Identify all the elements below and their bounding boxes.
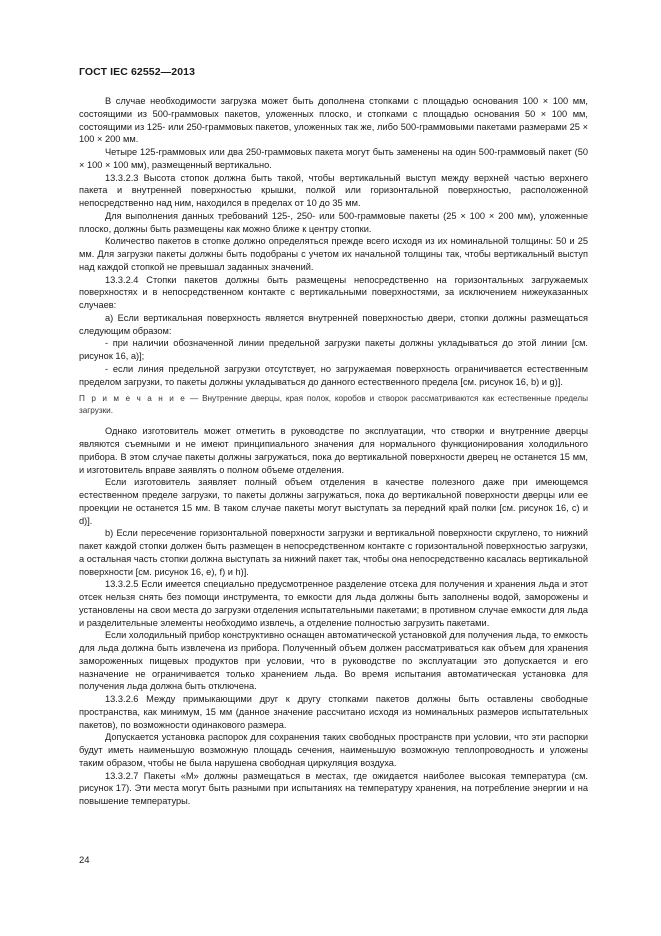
note-label: П р и м е ч а н и е (79, 394, 187, 404)
paragraph: Если холодильный прибор конструктивно оснащен автоматической установкой для получения льда, то емкость для льда должна быть извлечена из прибора. Полученный объем должен рассматриваться как объем для хранения замороженных пищевых продуктов при условии, что в руководстве по эксплуатации это допускается и его назначение не ограничивается только хранением льда. Во время испытания автоматическая установка для получения льда должна быть отключена. (79, 630, 588, 692)
paragraph: - если линия предельной загрузки отсутствует, но загружаемая поверхность ограничивается естественным пределом загрузки, то пакеты должны укладываться до данного естественного предела [см. рисунок 16, b) и g)]. (79, 363, 588, 387)
page-number: 24 (79, 855, 90, 866)
paragraph: 13.3.2.7 Пакеты «М» должны размещаться в местах, где ожидается наиболее высокая температура (см. рисунок 17). Эти места могут быть разными при испытаниях на температуру хранения, на потребление энергии и на повышение температуры. (79, 770, 588, 806)
document-body (79, 95, 588, 808)
document-header: ГОСТ IEC 62552—2013 (79, 66, 196, 78)
paragraph: 13.3.2.4 Стопки пакетов должны быть размещены непосредственно на горизонтальных загружаемых поверхностях и в непосредственном контакте с вертикальными поверхностями, за исключением нижеуказанных случаев: (79, 274, 588, 310)
paragraph: Количество пакетов в стопке должно определяться прежде всего исходя из их номинальной толщины: 50 и 25 мм. Для загрузки пакеты должны быть подобраны с учетом их начальной толщины так, чтобы вертикальный выступ над каждой стопкой не превышал заданных значений. (79, 236, 588, 272)
paragraph: - при наличии обозначенной линии предельной загрузки пакеты должны укладываться до этой линии [см. рисунок 16, а)]; (79, 338, 588, 361)
paragraph: а) Если вертикальная поверхность является внутренней поверхностью двери, стопки должны размещаться следующим образом: (79, 312, 588, 336)
note (79, 393, 588, 416)
paragraph: В случае необходимости загрузка может быть дополнена стопками с площадью основания 100 × 100 мм, состоящими из 500-граммовых пакетов, уложенных плоско, и стопками с площадью основания 50 × 100 мм, состоящими из 125- или 250-граммовых пакетов, уложенных так же, либо 500-граммовыми пакетами размерами 25 × 100 × 200 мм. (79, 96, 588, 145)
paragraph: Четыре 125-граммовых или два 250-граммовых пакета могут быть заменены на один 500-граммовый пакет (50 × 100 × 100 мм), размещенный вертикально. (79, 147, 588, 170)
paragraph: 13.3.2.3 Высота стопок должна быть такой, чтобы вертикальный выступ между верхней частью верхнего пакета и внутренней поверхностью крышки, полкой или горизонтальной поверхностью, расположенной непосредственно над ним, находился в пределах от 10 до 35 мм. (79, 172, 588, 208)
paragraph: b) Если пересечение горизонтальной поверхности загрузки и вертикальной поверхности скруглено, то нижний пакет каждой стопки должен быть размещен в непосредственном контакте с горизонтальной поверхностью загрузки, а остальная часть стопки должна выступать за нижний пакет так, чтобы она непосредственно касалась вертикальной поверхности [см. рисунок 16, е), f) и h)]. (79, 528, 588, 577)
paragraph: 13.3.2.6 Между примыкающими друг к другу стопками пакетов должны быть оставлены свободные пространства, как минимум, 15 мм (данное значение рассчитано исходя из номинальных размеров испытательных пакетов), по возможности одинакового размера. (79, 694, 588, 730)
paragraph: Для выполнения данных требований 125-, 250- или 500-граммовые пакеты (25 × 100 × 200 мм), уложенные плоско, должны быть размещены как можно ближе к центру стопки. (79, 210, 588, 234)
paragraph: Если изготовитель заявляет полный объем отделения в качестве полезного даже при имеющемся естественном пределе загрузки, то пакеты должны загружаться, пока до вертикальной поверхности дверцы или ее проекции не останется 15 мм. В таком случае пакеты могут выступать за передний край полки [см. рисунок 16, c) и d)]. (79, 477, 588, 526)
note-text: — Внутренние дверцы, края полок, коробов и створок рассматриваются как естественные пределы загрузки. (79, 394, 588, 415)
paragraph: 13.3.2.5 Если имеется специально предусмотренное разделение отсека для получения и хранения льда и этот отсек нельзя снять без помощи инструмента, то емкости для льда должны быть заполнены водой, заморожены и установлены на свои места до загрузки отделения испытательными пакетами; в противном случае емкости для льда и разделительные элементы необходимо извлечь, а отделение полностью загрузить пакетами. (79, 579, 588, 628)
paragraph: Допускается установка распорок для сохранения таких свободных пространств при условии, что эти распорки будут иметь наименьшую возможную площадь сечения, наименьшую возможную теплопроводность и уложены таким образом, чтобы не была нарушена свободная циркуляция воздуха. (79, 732, 588, 768)
paragraph: Однако изготовитель может отметить в руководстве по эксплуатации, что створки и внутренние дверцы являются съемными и не имеют принципиального значения для нормального функционирования холодильного прибора. В этом случае пакеты должны загружаться, пока до вертикальной поверхности дверец не останется 15 мм, и изготовитель вправе заявлять о полном объеме отделения. (79, 426, 588, 475)
